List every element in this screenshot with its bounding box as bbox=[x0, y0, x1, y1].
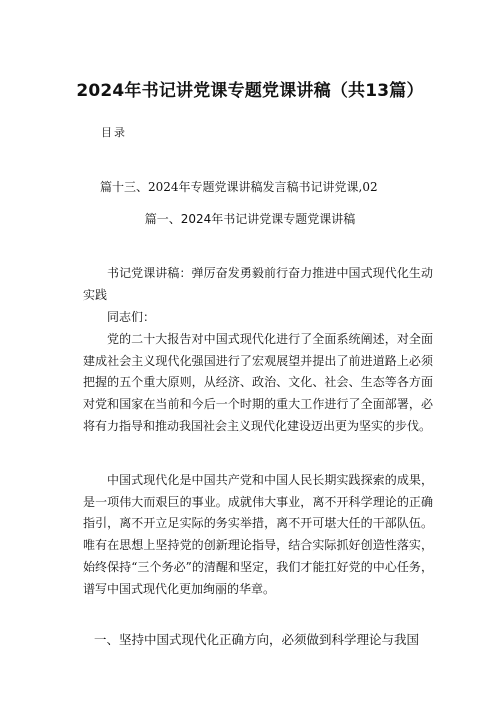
speech-greeting: 同志们： bbox=[107, 310, 156, 324]
body-paragraph: 党的二十大报告对中国式现代化进行了全面系统阐述，对全面建成社会主义现代化强国进行了宏观展望并提出了前进道路上必须把握的五个重大原则，从经济、政治、文化、社会、生态等各方面对党和国家在当前和今后一个时期的重大工作进行了全面部署，必将有力指导和推动我国社会主义现代化建设迈出更为坚实的步伐。 bbox=[83, 332, 433, 433]
section-heading: 一、坚持中国式现代化正确方向，必须做到科学理论与我国 bbox=[94, 632, 420, 647]
toc-label: 目录 bbox=[101, 126, 127, 139]
speech-subject: 书记党课讲稿：弹厉奋发勇毅前行奋力推进中国式现代化生动实践 bbox=[83, 266, 433, 302]
document-title: 2024年书记讲党课专题党课讲稿（共13篇） bbox=[76, 81, 424, 101]
section-title: 篇一、2024年书记讲党课专题党课讲稿 bbox=[144, 212, 356, 226]
body-paragraph: 中国式现代化是中国共产党和中国人民长期实践探索的成果，是一项伟大而艰巨的事业。成就伟大事业，离不开科学理论的正确指引，离不开立足实际的务实举措，离不开可堪大任的干部队伍。唯有在思想上坚持党的创新理论指导，结合实际抓好创造性落实，始终保持“三个务必”的清醒和坚定，我们才能扛好党的中心任务，谱写中国式现代化更加绚丽的华章。 bbox=[83, 473, 433, 596]
toc-entry[interactable]: 篇十三、2024年专题党课讲稿发言稿书记讲党课,02 bbox=[100, 180, 378, 194]
